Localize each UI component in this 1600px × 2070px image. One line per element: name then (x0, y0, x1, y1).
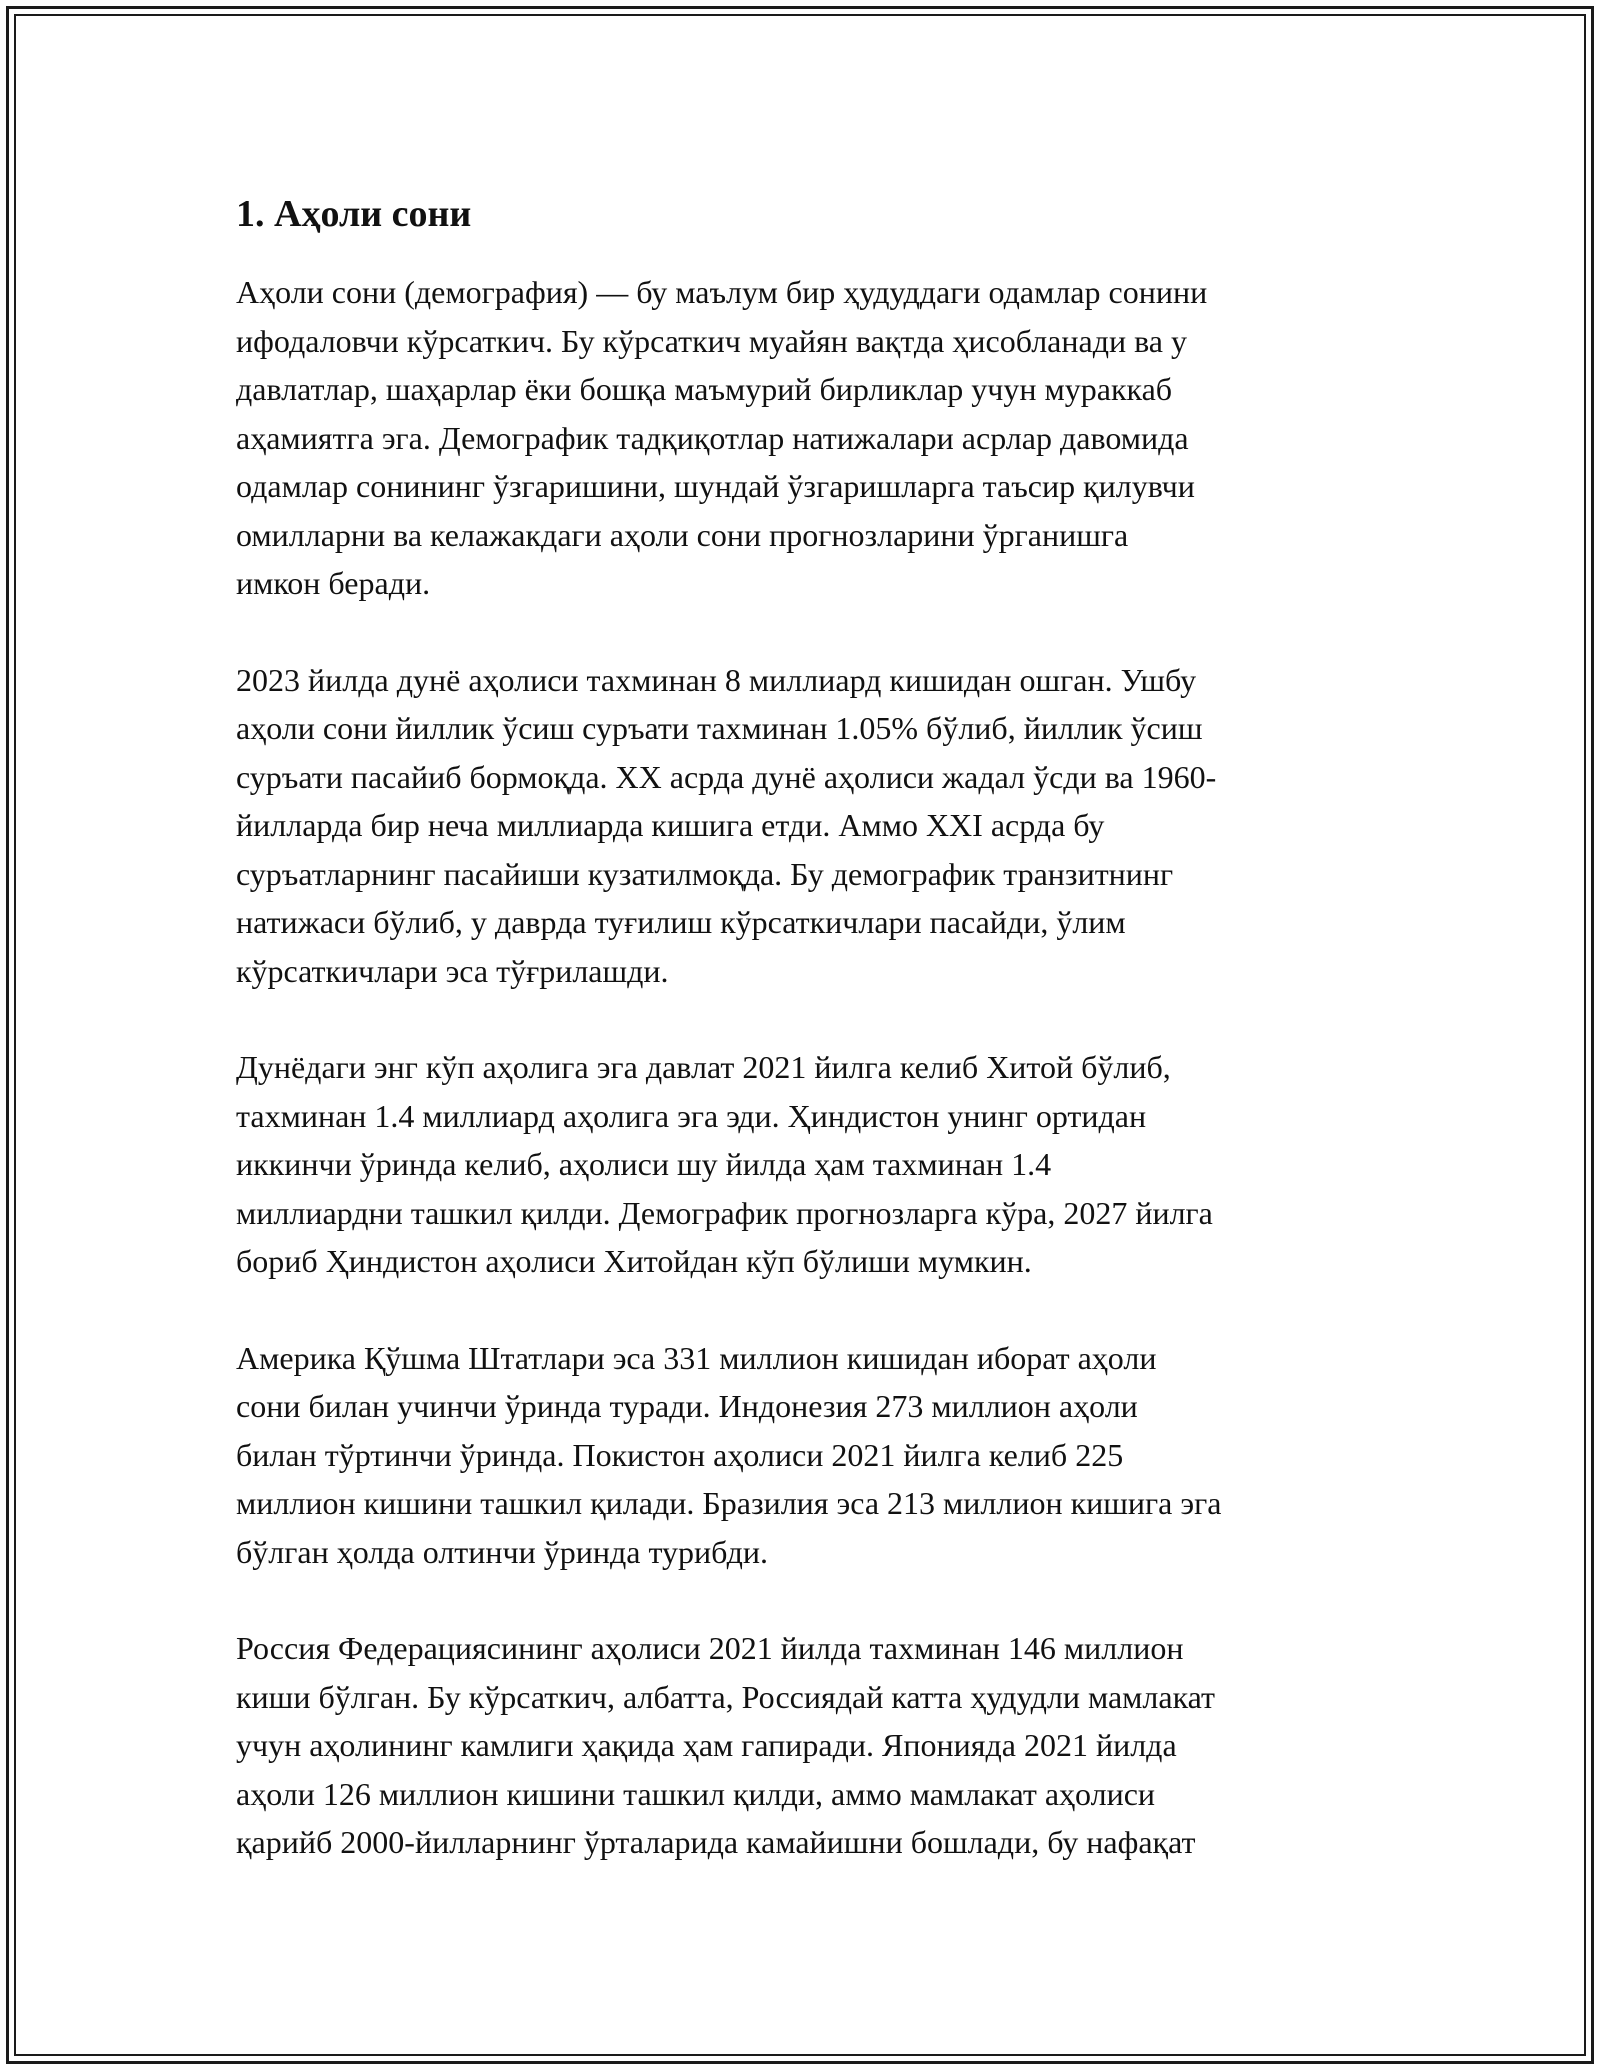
section-heading: 1. Аҳоли сони (236, 193, 472, 235)
document-body (236, 190, 1366, 1915)
paragraph-usa-indonesia-pakistan-brazil: Америка Қўшма Штатлари эса 331 миллион кишидан иборат аҳоли сони билан учинчи ўринда туради. Индонезия 273 миллион аҳоли билан тўртинчи ўринда. Покистон аҳолиси 2021 йилга келиб 225 миллион кишини ташкил қилади. Бразилия эса 213 миллион кишига эга бўлган ҳолда олтинчи ўринда турибди. (236, 1339, 1222, 1570)
paragraph-world-population-2023: 2023 йилда дунё аҳолиси тахминан 8 миллиард кишидан ошган. Ушбу аҳоли сони йиллик ўсиш суръати тахминан 1.05% бўлиб, йиллик ўсиш суръати пасайиб бормоқда. XX асрда дунё аҳолиси жадал ўсди ва 1960- йилларда бир неча миллиарда кишига етди. Аммо XXI асрда бу суръатларнинг пасайиши кузатилмоқда. Бу демографик транзитнинг натижаси бўлиб, у даврда туғилиш кўрсаткичлари пасайди, ўлим кўрсаткичлари эса тўғрилашди. (236, 661, 1217, 989)
paragraph-demography-definition: Аҳоли сони (демография) — бу маълум бир ҳудуддаги одамлар сонини ифодаловчи кўрсаткич. Бу кўрсаткич муайян вақтда ҳисобланади ва у давлатлар, шаҳарлар ёки бошқа маъмурий бирликлар учун мураккаб аҳамиятга эга. Демографик тадқиқотлар натижалари асрлар давомида одамлар сонининг ўзгаришини, шундай ўзгаришларга таъсир қилувчи омилларни ва келажакдаги аҳоли сони прогнозларини ўрганишга имкон беради. (236, 274, 1208, 601)
paragraph-russia-japan: Россия Федерациясининг аҳолиси 2021 йилда тахминан 146 миллион киши бўлган. Бу кўрсаткич, албатта, Россиядай катта ҳудудли мамлакат учун аҳолининг камлиги ҳақида ҳам гапиради. Японияда 2021 йилда аҳоли 126 миллион кишини ташкил қилди, аммо мамлакат аҳолиси қарийб 2000-йилларнинг ўрталарида камайишни бошлади, бу нафақат (236, 1630, 1216, 1860)
paragraph-china-india: Дунёдаги энг кўп аҳолига эга давлат 2021 йилга келиб Хитой бўлиб, тахминан 1.4 миллиард аҳолига эга эди. Ҳиндистон унинг ортидан иккинчи ўринда келиб, аҳолиси шу йилда ҳам тахминан 1.4 миллиардни ташкил қилди. Демографик прогнозларга кўра, 2027 йилга бориб Ҳиндистон аҳолиси Хитойдан кўп бўлиши мумкин. (236, 1049, 1213, 1279)
